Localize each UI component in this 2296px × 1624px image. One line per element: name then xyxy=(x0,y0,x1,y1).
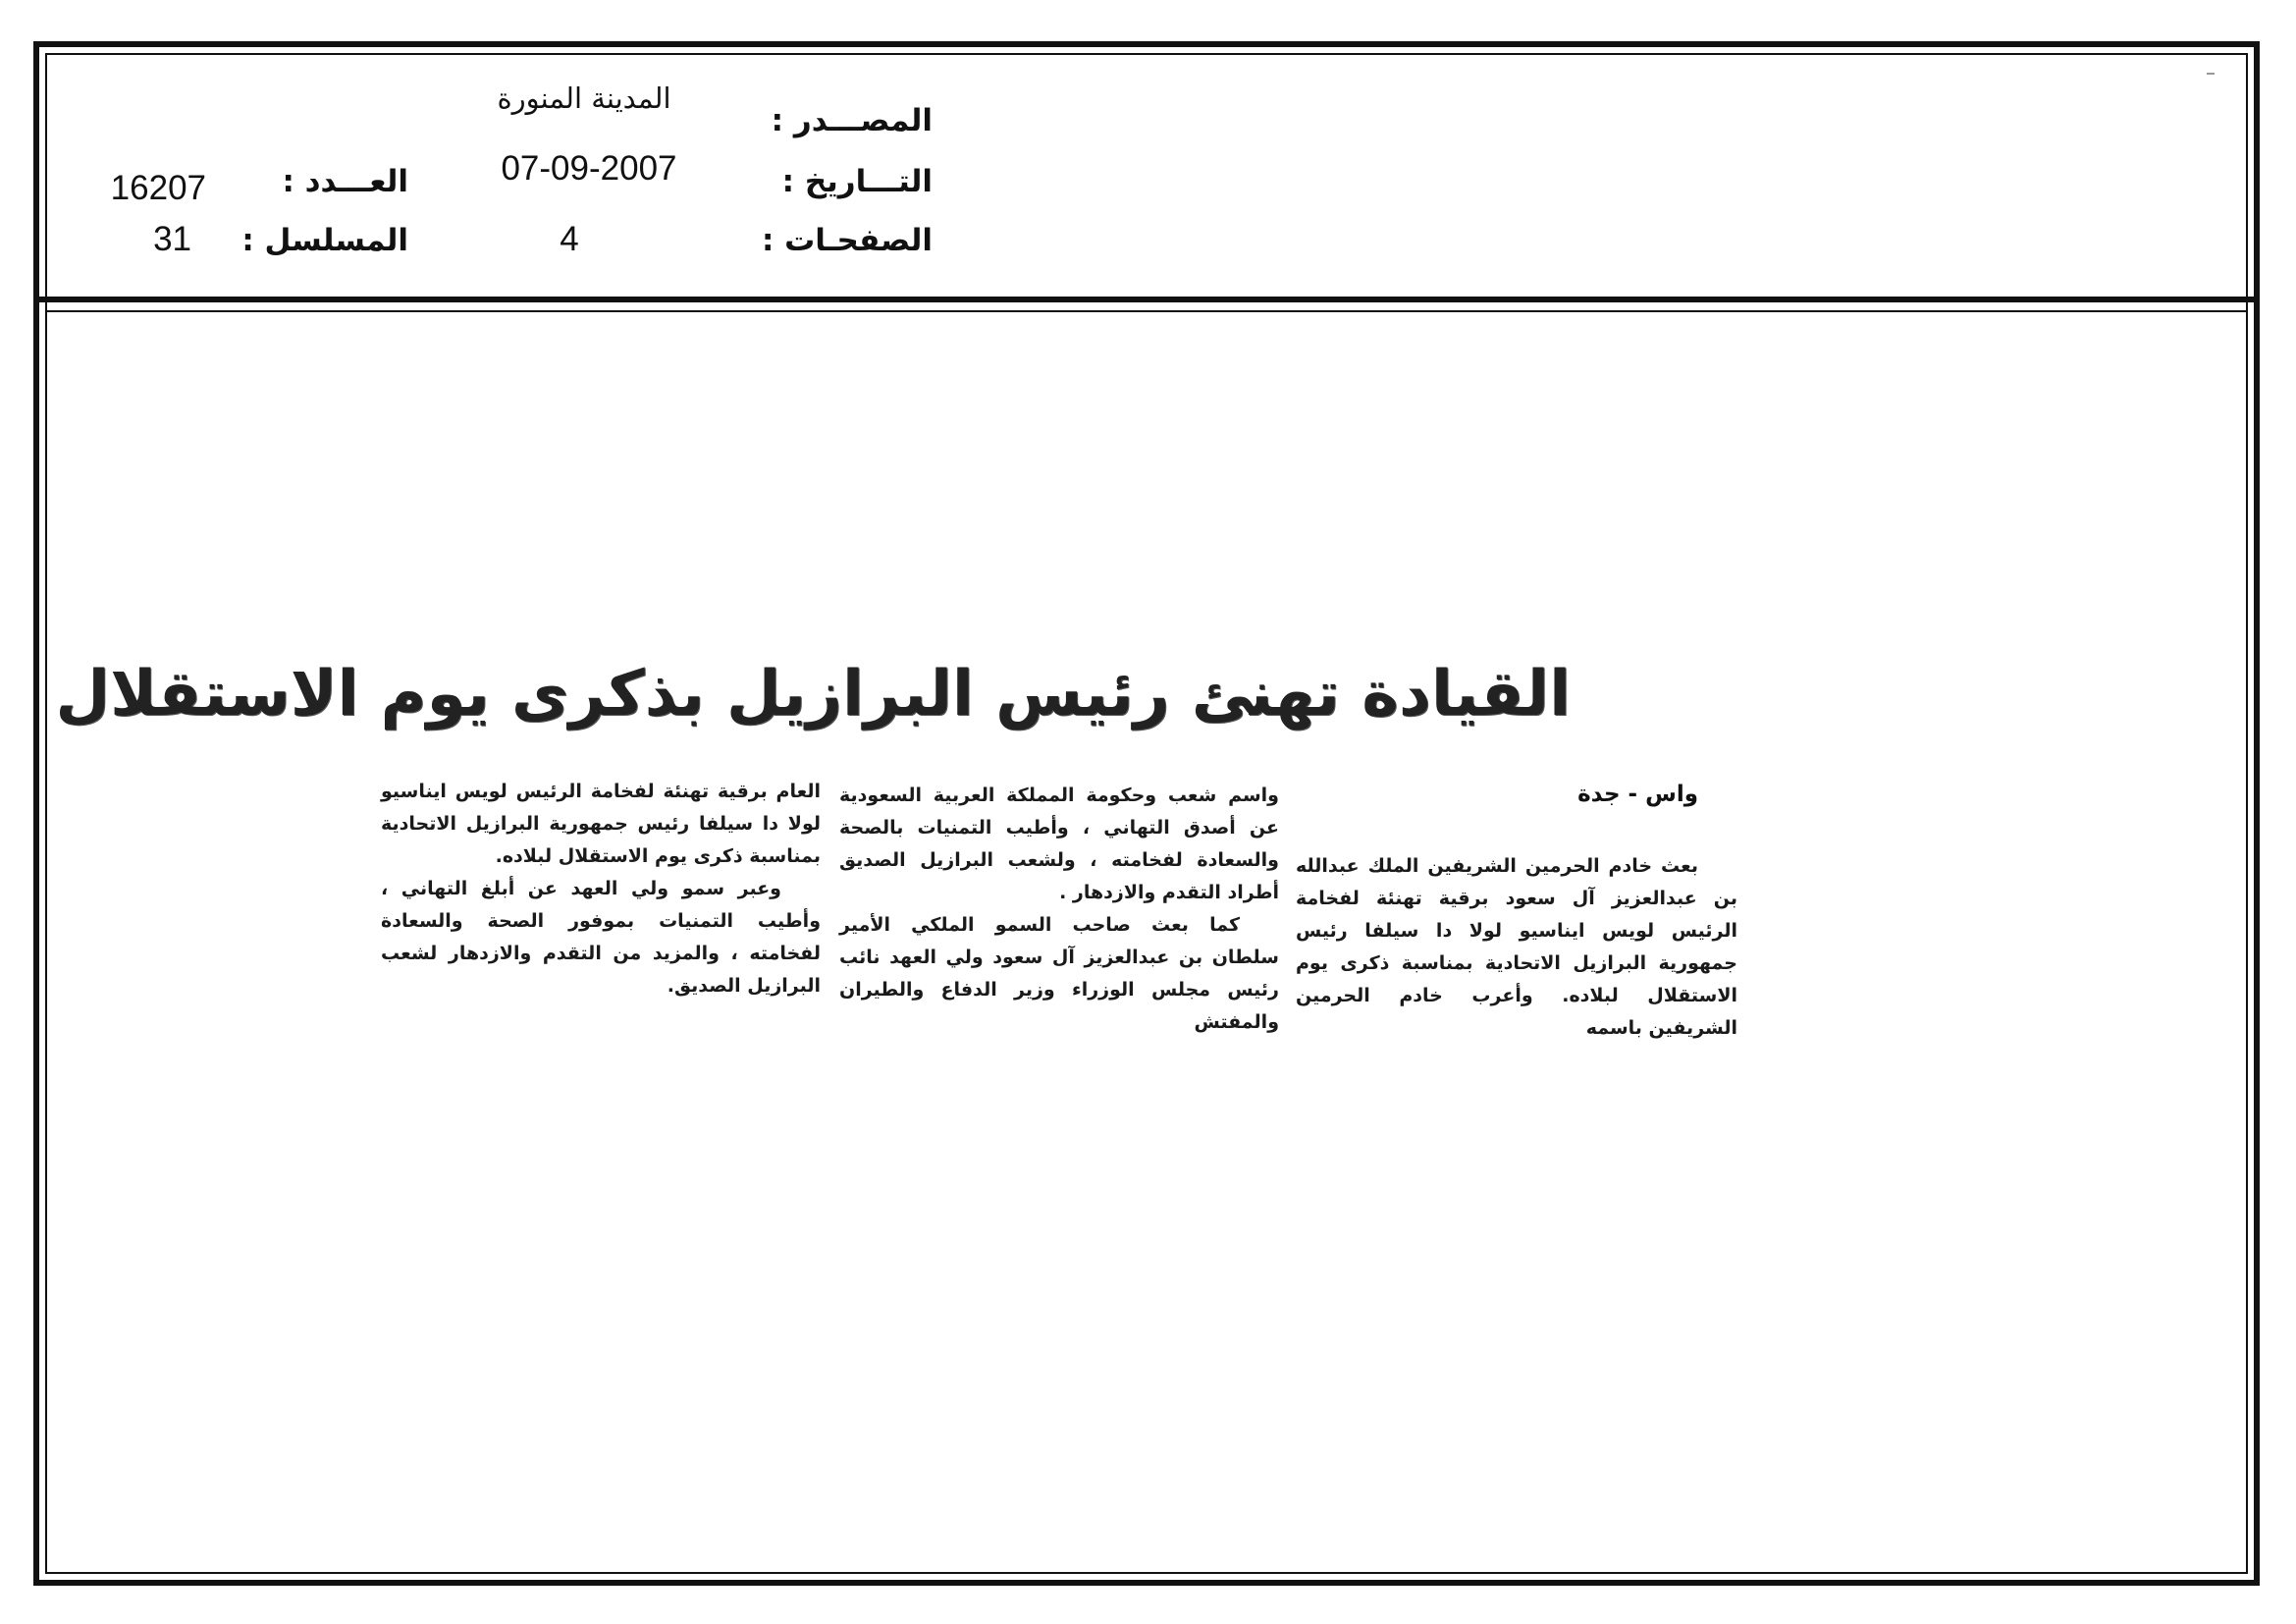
header-divider-thin xyxy=(45,310,2248,312)
article-column-2 xyxy=(839,780,1279,1039)
date-label: التـــاريخ : xyxy=(781,164,933,199)
article-column-1 xyxy=(1296,850,1737,1045)
paragraph: وعبر سمو ولي العهد عن أبلغ التهاني ، وأطيب التمنيات بموفور الصحة والسعادة لفخامته ، والمزيد من التقدم والازدهار لشعب البرازيل الصديق. xyxy=(381,878,821,997)
article-byline: واس - جدة xyxy=(1577,782,1698,807)
source-value: المدينة المنورة xyxy=(497,81,671,115)
pages-label: الصفحـات : xyxy=(761,223,933,258)
article-headline: القيادة تهنئ رئيس البرازيل بذكرى يوم الاستقلال xyxy=(55,658,1571,731)
source-label: المصـــدر : xyxy=(771,103,933,138)
date-value: 07-09-2007 xyxy=(501,149,677,188)
serial-label: المسلسل : xyxy=(241,223,408,258)
header-divider-thick xyxy=(39,297,2254,302)
paragraph: بعث خادم الحرمين الشريفين الملك عبدالله بن عبدالعزيز آل سعود برقية تهنئة لفخامة الرئيس لويس ايناسيو لولا دا سيلفا رئيس جمهورية البرازيل الاتحادية بمناسبة ذكرى يوم الاستقلال لبلاده. وأعرب خادم الحرمين الشريفين باسمه xyxy=(1296,855,1737,1039)
corner-mark xyxy=(2207,73,2215,75)
article-column-3 xyxy=(381,776,821,1002)
paragraph: واسم شعب وحكومة المملكة العربية السعودية عن أصدق التهاني ، وأطيب التمنيات بالصحة والسعادة لفخامته ، ولشعب البرازيل الصديق أطراد التقدم والازدهار . xyxy=(839,785,1279,903)
paragraph: العام برقية تهنئة لفخامة الرئيس لويس ايناسيو لولا دا سيلفا رئيس جمهورية البرازيل الاتحادية بمناسبة ذكرى يوم الاستقلال لبلاده. xyxy=(381,781,821,867)
pages-value: 4 xyxy=(560,220,579,258)
issue-value: 16207 xyxy=(110,169,206,207)
issue-label: العـــدد : xyxy=(282,164,408,199)
paragraph: كما بعث صاحب السمو الملكي الأمير سلطان بن عبدالعزيز آل سعود ولي العهد نائب رئيس مجلس الوزراء وزير الدفاع والطيران والمفتش xyxy=(839,914,1279,1033)
serial-value: 31 xyxy=(153,220,191,258)
